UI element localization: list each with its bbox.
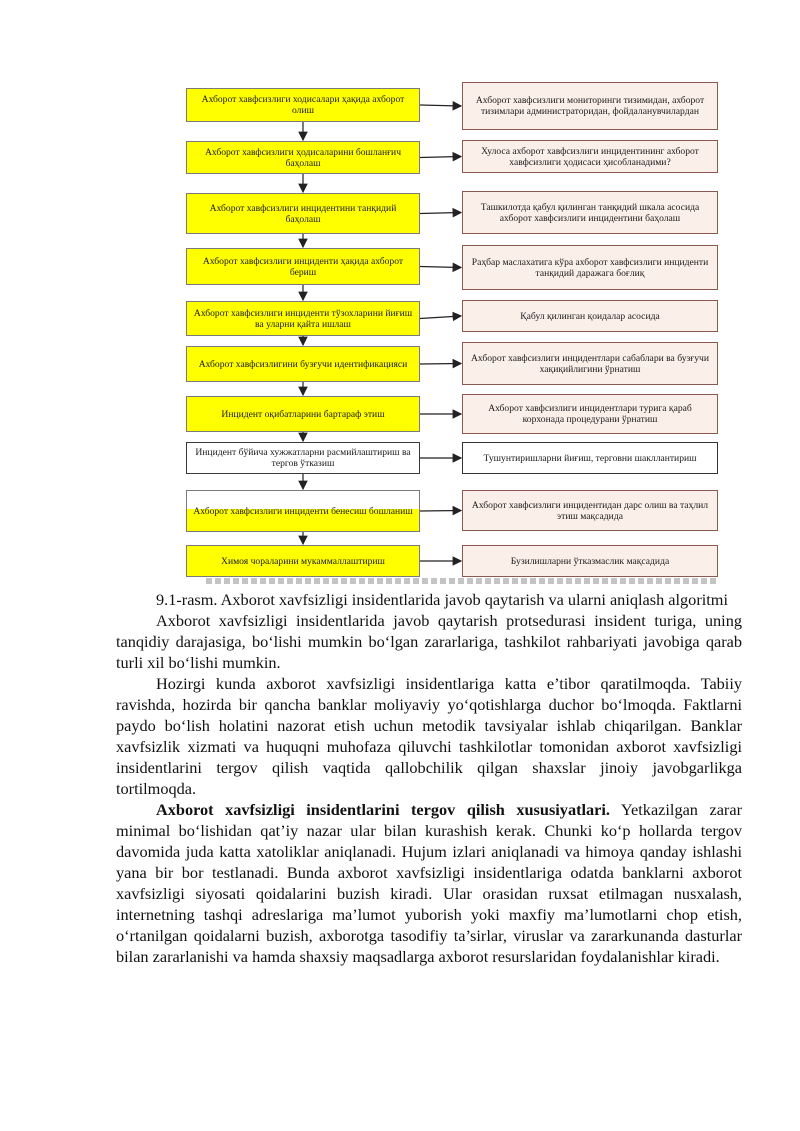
connector-arrow-right: [420, 213, 461, 214]
connector-arrow-right: [420, 105, 461, 106]
paragraph-1: Axborot xavfsizligi insidentlarida javob qaytarish protsedurasi insident turiga, uning tanqidiy darajasiga, boʻlishi mumkin boʻlgan zararlariga, tashkilot rahbariyati javobiga qarab turli xil boʻlishi mumkin.: [116, 611, 742, 672]
paragraph-3: [116, 799, 742, 967]
flow-step-3: Ахборот хавфсизлиги инцидентини танқидий баҳолаш: [186, 193, 420, 234]
cropped-caption-remnant: [206, 578, 716, 584]
flow-step-8: Инцидент бўйича хужжатларни расмийлаштириш ва тергов ўтказиш: [186, 442, 420, 474]
paragraph-2: Hozirgi kunda axborot xavfsizligi insidentlariga katta e’tibor qaratilmoqda. Tabiiy ravishda, hozirda bir qancha banklar moliyaviy yoʻqotishlarga duchor boʻlmoqda. Faktlarni paydo boʻlish holatini nazorat etish uchun metodik tavsiyalar ishlab chiqarilgan. Banklar xavfsizlik xizmati va huquqni muhofaza qiluvchi tashkilotlar tomonidan axborot xavfsizligi insidentlarini tergov qilish vaqtida qallobchilik qilgan shaxslar jinoiy javobgarlikga tortilmoqda.: [116, 674, 742, 798]
connector-arrow-right: [420, 364, 461, 365]
flow-note-5: Қабул қилинган қоидалар асосида: [462, 300, 718, 332]
algorithm-flowchart: [178, 78, 723, 584]
flow-step-9: Ахборот хавфсизлиги инциденти бенесиш бошланиш: [186, 490, 420, 532]
flow-step-1: Ахборот хавфсизлиги ходисалари ҳақида ахборот олиш: [186, 88, 420, 122]
section-heading: Axborot xavfsizligi insidentlarini tergov qilish xususiyatlari.: [156, 800, 610, 819]
flow-step-2: Ахборот хавфсизлиги ҳодисаларини бошланғич баҳолаш: [186, 141, 420, 174]
flow-note-6: Ахборот хавфсизлиги инцидентлари сабаблари ва бузғучи хақиқийлигини ўрнатиш: [462, 342, 718, 385]
flow-step-10: Химоя чораларини мукаммаллаштириш: [186, 545, 420, 577]
flow-note-3: Ташкилотда қабул қилинган танқидий шкала асосида ахборот хавфсизлиги инцидентини баҳолаш: [462, 191, 718, 234]
flow-note-8: Тушунтиришларни йиғиш, терговни шакллантириш: [462, 442, 718, 474]
flow-note-9: Ахборот хавфсизлиги инцидентидан дарс олиш ва таҳлил этиш мақсадида: [462, 490, 718, 531]
document-text: [116, 589, 742, 967]
flow-step-4: Ахборот хавфсизлиги инциденти ҳақида ахборот бериш: [186, 248, 420, 285]
flow-step-6: Ахборот хавфсизлигини бузғучи идентификацияси: [186, 346, 420, 382]
connector-arrow-right: [420, 511, 461, 512]
flow-note-10: Бузилишларни ўтказмаслик мақсадида: [462, 545, 718, 577]
flow-note-4: Раҳбар маслахатига кўра ахборот хавфсизлиги инциденти танқидий даражага боғлиқ: [462, 245, 718, 290]
figure-caption: 9.1-rasm. Axborot xavfsizligi insidentlarida javob qaytarish va ularni aniqlash algoritmi: [156, 590, 728, 609]
flow-note-7: Ахборот хавфсизлиги инцидентлари турига қараб корхонада процедурани ўрнатиш: [462, 394, 718, 434]
flow-note-2: Хулоса ахборот хавфсизлиги инцидентининг ахборот хавфсизлиги ҳодисаси ҳисобланадими?: [462, 140, 718, 173]
connector-arrow-right: [420, 316, 461, 319]
section-body: Yetkazilgan zarar minimal boʻlishidan qat’iy nazar ular bilan kurashish kerak. Chunki koʻp hollarda tergov davomida juda katta xatoliklar aniqlanadi. Hujum izlari aniqlanadi va himoya qanday ishlashi yana bir bor testlanadi. Bunda axborot xavfsizligi insidentlariga odatda banklarni axborot xavfsizligi siyosati qoidalarini buzish kiradi. Ular orasidan ruxsat etilmagan nusxalash, internetning tashqi adreslariga ma’lumot yuborish yoki maxfiy ma’lumotlarni chop etish, oʻrtanilgan qoidalarni buzish, axborotga tasodifiy ta’sirlar, viruslar va zararkunanda dasturlar bilan zararlanishi va hamda shaxsiy maqsadlarga axborot resurslaridan foydalanishlar kiradi.: [116, 800, 742, 966]
flow-step-5: Ахборот хавфсизлиги инциденти тўзохларини йиғиш ва уларни қайта ишлаш: [186, 301, 420, 336]
connector-arrow-right: [420, 267, 461, 268]
flow-note-1: Ахборот хавфсизлиги мониторинги тизимидан, ахборот тизимлари администраторидан, фойдаланувчилардан: [462, 82, 718, 130]
flow-step-7: Инцидент оқибатларини бартараф этиш: [186, 396, 420, 432]
connector-arrow-right: [420, 157, 461, 158]
